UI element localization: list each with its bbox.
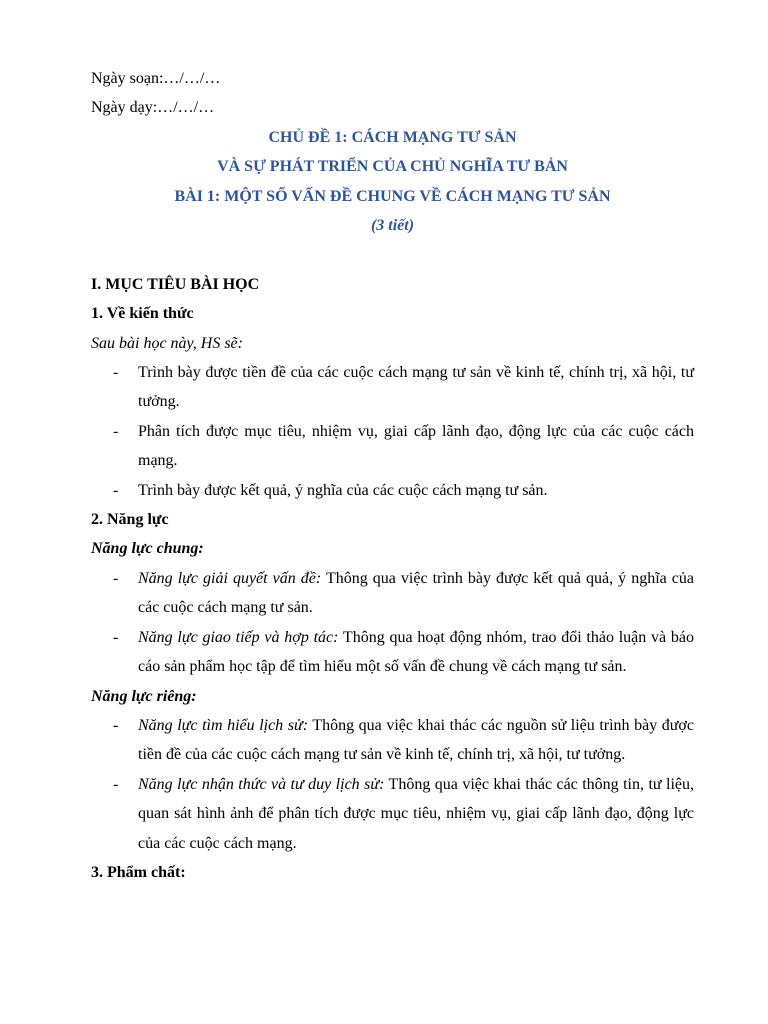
bullet-dash: - xyxy=(113,422,119,440)
bullet-dash: - xyxy=(113,775,119,793)
bullet-text: Thông qua việc khai thác các thông tin, tư liệu, quan sát hình ảnh để phân tích được mục tiêu, nhiệm vụ, giai cấp lãnh đạo, động lực của các cuộc cách mạng. xyxy=(138,775,694,852)
bullet-text: Trình bày được tiền đề của các cuộc cách mạng tư sản về kinh tế, chính trị, xã hội, tư tưởng. xyxy=(138,364,694,411)
general-competence-bullet xyxy=(91,564,694,623)
bullet-dash: - xyxy=(113,716,119,734)
bullet-label: Năng lực giải quyết vấn đề: xyxy=(138,569,322,587)
bullet-dash: - xyxy=(113,628,119,646)
bullet-text: Thông qua việc khai thác các nguồn sử liệu trình bày được tiền đề của các cuộc cách mạng tư sản về kinh tế, chính trị, xã hội, tư tưởng. xyxy=(138,716,694,764)
knowledge-bullet xyxy=(91,476,694,505)
bullet-text: Phân tích được mục tiêu, nhiệm vụ, giai cấp lãnh đạo, động lực của các cuộc cách mạng. xyxy=(138,422,694,470)
bullet-dash: - xyxy=(113,481,119,499)
section-heading-objectives: I. MỤC TIÊU BÀI HỌC xyxy=(91,275,260,293)
specific-competence-heading: Năng lực riêng: xyxy=(91,687,197,705)
bullet-dash: - xyxy=(113,364,119,382)
general-competence-heading: Năng lực chung: xyxy=(91,540,204,558)
spacer xyxy=(91,240,694,269)
specific-competence-bullet xyxy=(91,711,694,770)
subheading-knowledge: 1. Về kiến thức xyxy=(91,305,194,323)
knowledge-bullet xyxy=(91,358,694,417)
subheading-qualities: 3. Phẩm chất: xyxy=(91,863,186,881)
date-prepared: Ngày soạn:…/…/… xyxy=(91,70,221,87)
bullet-dash: - xyxy=(113,569,119,587)
bullet-text: Trình bày được kết quả, ý nghĩa của các cuộc cách mạng tư sản. xyxy=(138,481,548,499)
lesson-title: BÀI 1: MỘT SỐ VẤN ĐỀ CHUNG VỀ CÁCH MẠNG TƯ SẢN xyxy=(174,187,611,205)
document-page xyxy=(91,64,694,887)
topic-title-line2: VÀ SỰ PHÁT TRIỂN CỦA CHỦ NGHĨA TƯ BẢN xyxy=(217,158,568,176)
bullet-label: Năng lực giao tiếp và hợp tác: xyxy=(138,628,339,646)
bullet-label: Năng lực tìm hiểu lịch sử: xyxy=(138,716,309,734)
lesson-periods: (3 tiết) xyxy=(370,217,415,235)
general-competence-bullet xyxy=(91,623,694,682)
knowledge-bullet xyxy=(91,417,694,476)
topic-title: CHỦ ĐỀ 1: CÁCH MẠNG TƯ SẢN xyxy=(268,128,517,146)
date-taught: Ngày dạy:…/…/… xyxy=(91,99,215,117)
bullet-text: Thông qua việc trình bày được kết quả quả, ý nghĩa của các cuộc cách mạng tư sản. xyxy=(138,569,694,617)
specific-competence-bullet xyxy=(91,770,694,858)
bullet-label: Năng lực nhận thức và tư duy lịch sử: xyxy=(138,775,385,793)
knowledge-intro: Sau bài học này, HS sẽ: xyxy=(91,334,243,352)
bullet-text: Thông qua hoạt động nhóm, trao đổi thảo luận và báo cáo sản phẩm học tập để tìm hiểu một số vấn đề chung về cách mạng tư sản. xyxy=(138,628,694,676)
subheading-competence: 2. Năng lực xyxy=(91,511,169,529)
